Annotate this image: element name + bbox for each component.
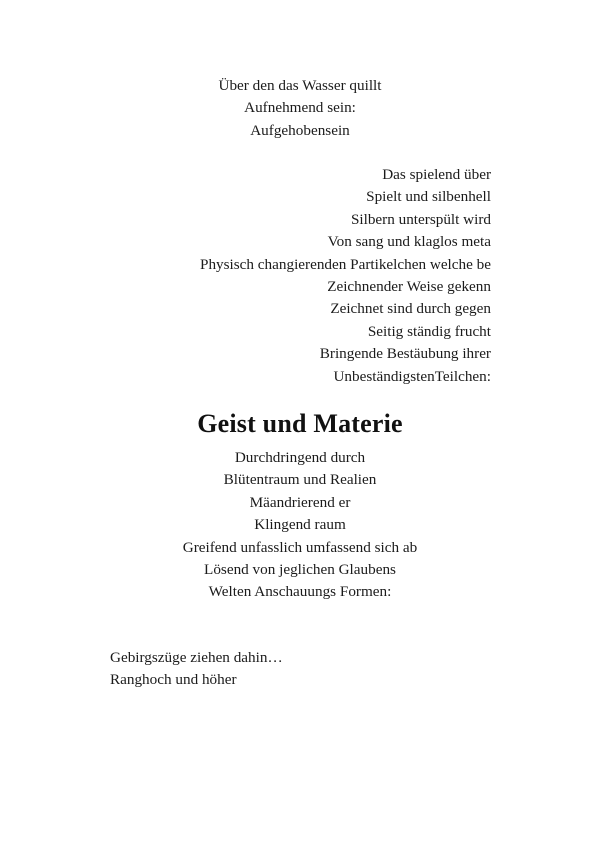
poem-line: Zeichnender Weise gekenn xyxy=(327,278,491,296)
poem-line: Mäandrierend er xyxy=(249,493,351,511)
poem-line: Spielt und silbenhell xyxy=(366,188,491,206)
poem-line: Physisch changierenden Partikelchen welche be xyxy=(200,255,491,273)
poem-line: Ranghoch und höher xyxy=(110,671,237,689)
poem-line: Klingend raum xyxy=(254,516,346,534)
poem-line: Aufnehmend sein: xyxy=(244,99,356,117)
stanza-right-aligned xyxy=(0,164,491,388)
poem-line: Das spielend über xyxy=(382,166,491,183)
poem-line: Lösend von jeglichen Glaubens xyxy=(204,561,396,579)
poem-line: Von sang und klaglos meta xyxy=(327,233,491,251)
stanza-opening xyxy=(0,75,600,142)
poem-line: Welten Anschauungs Formen: xyxy=(208,583,392,601)
poem-line: Bringende Bestäubung ihrer xyxy=(319,345,491,363)
stanza-centered xyxy=(0,447,600,604)
poem-line: Durchdringend durch xyxy=(234,449,366,466)
poem-line: Über den das Wasser quillt xyxy=(218,77,382,94)
poem-line: UnbeständigstenTeilchen: xyxy=(333,367,491,385)
poem-line: Zeichnet sind durch gegen xyxy=(330,300,491,318)
poem-line: Silbern unterspült wird xyxy=(350,210,491,228)
poem-line: Greifend unfasslich umfassend sich ab xyxy=(182,538,418,556)
page-title: Geist und Materie xyxy=(197,409,403,438)
poem-line: Aufgehobensein xyxy=(250,121,350,139)
poem-line: Gebirgszüge ziehen dahin… xyxy=(110,649,283,666)
poem-line: Seitig ständig frucht xyxy=(367,322,491,340)
poem-line: Blütentraum und Realien xyxy=(223,471,377,489)
stanza-closing xyxy=(110,647,540,692)
